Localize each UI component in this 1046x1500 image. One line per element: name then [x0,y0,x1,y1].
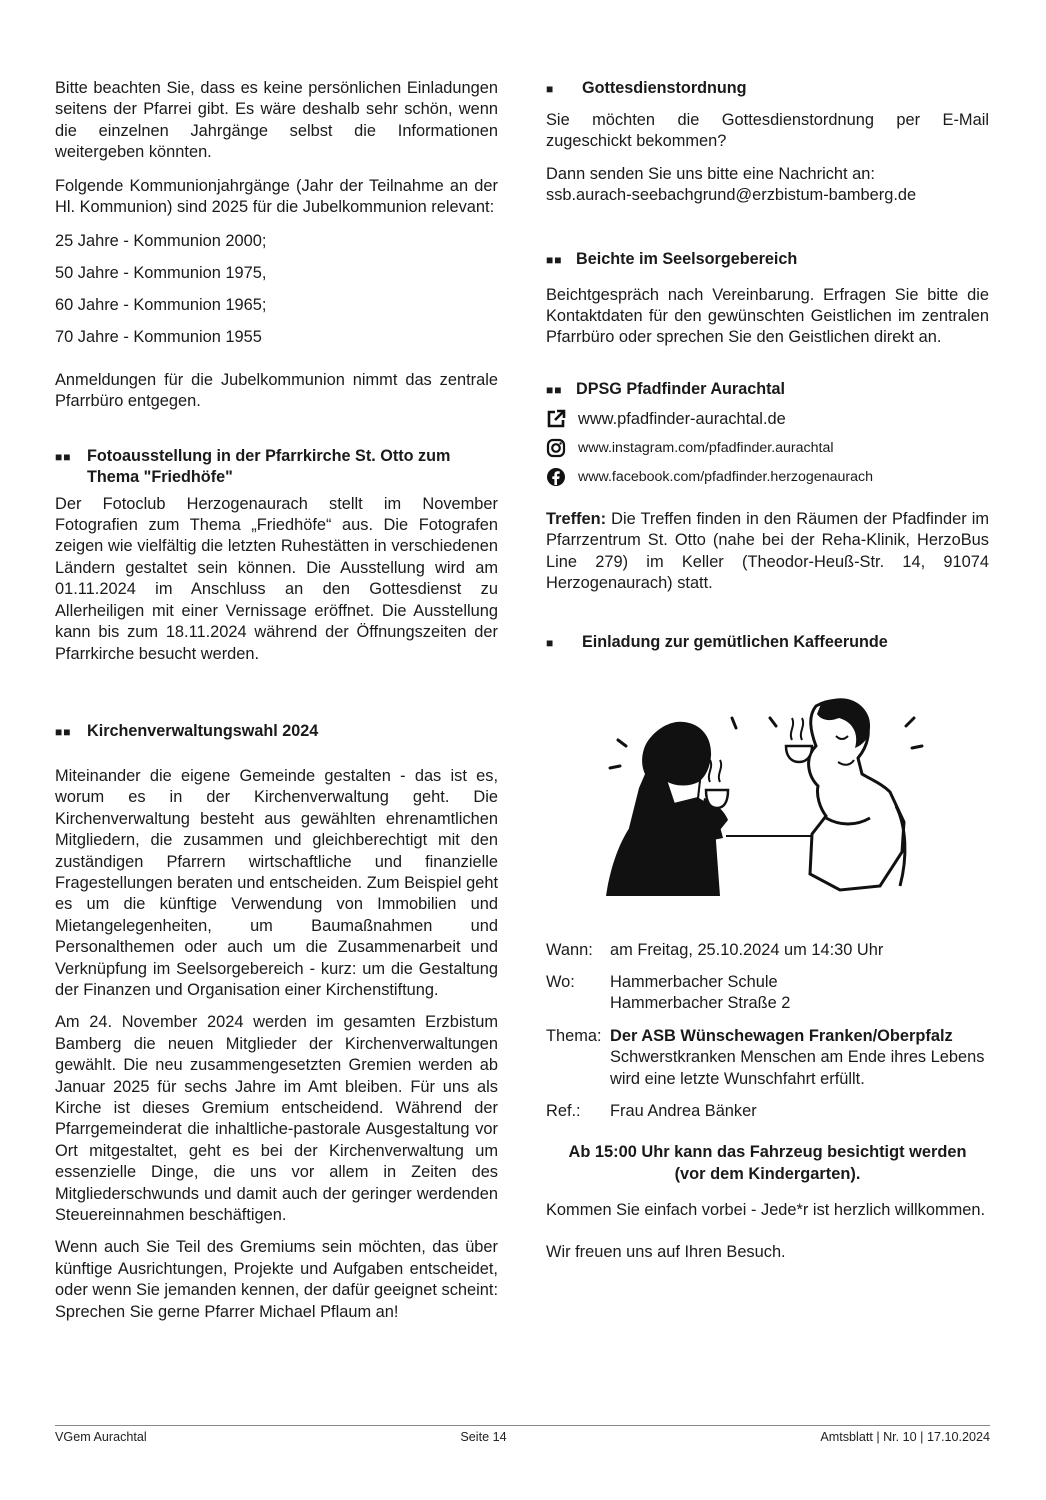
coffee-couple-illustration [606,686,926,916]
list-item: 70 Jahre - Kommunion 1955 [55,328,262,347]
welcome-text: Kommen Sie einfach vorbei - Jede*r ist herzlich willkommen. [546,1201,986,1220]
service-schedule-text: Sie möchten die Gottesdienstordnung per E-Mail zugeschickt bekommen? [546,111,989,151]
section-marker: ■■ [546,382,563,397]
instagram-icon [546,438,566,458]
section-marker: ■ [546,636,555,651]
link-text: www.pfadfinder-aurachtal.de [578,409,786,428]
external-link-icon [546,409,566,429]
list-item: 60 Jahre - Kommunion 1965; [55,296,267,315]
service-schedule-heading [546,78,989,100]
when-label: Wann: [546,941,593,960]
topic-label: Thema: [546,1026,602,1045]
heading-text: Einladung zur gemütlichen Kaffeerunde [582,633,888,652]
photo-exhibition-heading [55,446,498,488]
where-line-2: Hammerbacher Straße 2 [610,994,791,1013]
event-details [546,940,989,1122]
photo-exhibition-text: Der Fotoclub Herzogenaurach stellt im November Fotografien zum Thema „Friedhöfe“ aus. Die Fotografen zeigen wie vielfältig die letzten Ruhestätten in verschiedenen Ländern gestaltet sein können. Die Ausstellung wird am 01.11.2024 im Anschluss an den Gottesdienst zu Allerheiligen mit einer Vernissage eröffnet. Die Ausstellung kann bis zum 18.11.2024 während der Öffnungszeiten der Pfarrkirche besucht werden. [55,494,498,663]
heading-text: DPSG Pfadfinder Aurachtal [576,379,785,398]
list-item: 25 Jahre - Kommunion 2000; [55,232,267,251]
where-label: Wo: [546,972,575,991]
intro-paragraph-2: Folgende Kommunionjahrgänge (Jahr der Teilnahme an der Hl. Kommunion) sind 2025 für die Jubelkommunion relevant: [55,176,498,217]
link-text: www.facebook.com/pfadfinder.herzogenaurach [578,468,873,485]
registration-note: Anmeldungen für die Jubelkommunion nimmt das zentrale Pfarrbüro entgegen. [55,370,498,411]
section-marker: ■■ [546,252,563,267]
meeting-text: Die Treffen finden in den Räumen der Pfadfinder im Pfarrzentrum St. Otto (nahe bei der Reha-Klinik, HerzoBus Line 279) im Keller (Theodor-Heuß-Str. 14, 91074 Herzogenaurach) statt. [546,509,989,593]
footer-page-number: Seite 14 [460,1430,507,1444]
intro-paragraph-1: Bitte beachten Sie, dass es keine persönlichen Einladungen seitens der Pfarrei gibt. Es wäre deshalb sehr schön, wenn die einzelnen Jahrgänge selbst die Informationen weitergeben könnten. [55,79,498,162]
coffee-invitation-heading [546,632,989,654]
election-paragraph-3: Wenn auch Sie Teil des Gremiums sein möchten, das über künftige Ausrichtungen, Projekte und Aufgaben entscheidet, oder wenn Sie jemanden kennen, der dafür geeignet scheint: Sprechen Sie gerne Pfarrer Michael Pflaum an! [55,1238,498,1321]
section-marker: ■■ [55,724,72,739]
right-column [546,78,989,1263]
email-link[interactable]: ssb.aurach-seebachgrund@erzbistum-bamberg.de [546,186,917,205]
event-speaker [546,1101,989,1122]
section-marker: ■ [546,82,555,96]
instagram-link[interactable] [546,434,989,463]
election-paragraph-1: Miteinander die eigene Gemeinde gestalten - das ist es, worum es in der Kirchenverwaltung geht. Die Kirchenverwaltung besteht aus gewählten ehrenamtlichen Mitgliedern, die zusammen und gleichberechtigt mit den zuständigen Pfarrern wirtschaftliche und finanzielle Fragestellungen beraten und entscheiden. Zum Beispiel geht es um die künftige Verwendung von Immobilien und Mietangelegenheiten, um Baumaßnahmen und Personalthemen oder auch um die Zusammenarbeit und Verknüpfung im Seelsorgebereich - kurz: um die Gestaltung der Finanzen und Organisation einer Kirchenstiftung. [55,766,498,999]
heading-text: Gottesdienstordnung [582,79,747,97]
footer-publisher: VGem Aurachtal [55,1430,147,1444]
facebook-icon [546,467,566,487]
confession-heading [546,249,989,271]
event-topic [546,1026,989,1090]
website-link[interactable] [546,405,989,434]
heading-text: Beichte im Seelsorgebereich [576,249,798,268]
footer-issue: Amtsblatt | Nr. 10 | 17.10.2024 [820,1430,990,1444]
scouts-links [546,405,989,492]
vehicle-viewing-note [546,1142,989,1185]
link-text: www.instagram.com/pfadfinder.aurachtal [578,439,834,456]
service-schedule-contact: Dann senden Sie uns bitte eine Nachricht an: [546,164,875,183]
election-paragraph-2: Am 24. November 2024 werden im gesamten Erzbistum Bamberg die neuen Mitglieder der Kirchenverwaltungen gewählt. Die neu zusammengesetzten Gremien werden ab Januar 2025 für sechs Jahre im Amt bleiben. Für uns als Kirche ist dieses Gremium entscheidend. Während der Pfarrgemeinderat die inhaltliche-pastorale Ausgestaltung vor Ort mitgestaltet, geht es bei der Kirchenverwaltung um essenzielle Dinge, die uns vor allem in Zeiten des Mitgliederschwunds und damit auch der geringer werdenden Steuereinnahmen beschäftigen. [55,1013,498,1225]
church-admin-election-heading [55,721,498,743]
facebook-link[interactable] [546,463,989,492]
section-marker: ■■ [55,449,72,464]
topic-text: Schwerstkranken Menschen am Ende ihres Lebens wird eine letzte Wunschfahrt erfüllt. [610,1048,985,1088]
where-value [610,972,790,1015]
meeting-info [546,509,989,595]
topic-title: Der ASB Wünschewagen Franken/Oberpfalz [610,1026,953,1045]
closing-text: Wir freuen uns auf Ihren Besuch. [546,1242,786,1261]
heading-text: Kirchenverwaltungswahl 2024 [87,721,319,740]
event-where [546,972,989,1015]
event-when [546,940,989,961]
speaker-label: Ref.: [546,1101,581,1120]
page-footer [55,1425,990,1444]
heading-text: Fotoausstellung in der Pfarrkirche St. Otto zum Thema "Friedhöfe" [87,446,451,486]
scouts-heading [546,379,989,401]
vehicle-line-2: (vor dem Kindergarten). [674,1164,861,1183]
jubilee-year-list [55,231,498,348]
vehicle-line-1: Ab 15:00 Uhr kann das Fahrzeug besichtigt werden [568,1143,967,1162]
confession-text: Beichtgespräch nach Vereinbarung. Erfragen Sie bitte die Kontaktdaten für den gewünschten Geistlichen im zentralen Pfarrbüro oder sprechen Sie den Geistlichen direkt an. [546,285,989,347]
meeting-label: Treffen: [546,509,607,528]
where-line-1: Hammerbacher Schule [610,972,778,991]
left-column [55,78,498,1323]
when-value: am Freitag, 25.10.2024 um 14:30 Uhr [610,941,884,960]
list-item: 50 Jahre - Kommunion 1975, [55,264,267,283]
speaker-value: Frau Andrea Bänker [610,1101,757,1120]
topic-value [610,1026,989,1090]
